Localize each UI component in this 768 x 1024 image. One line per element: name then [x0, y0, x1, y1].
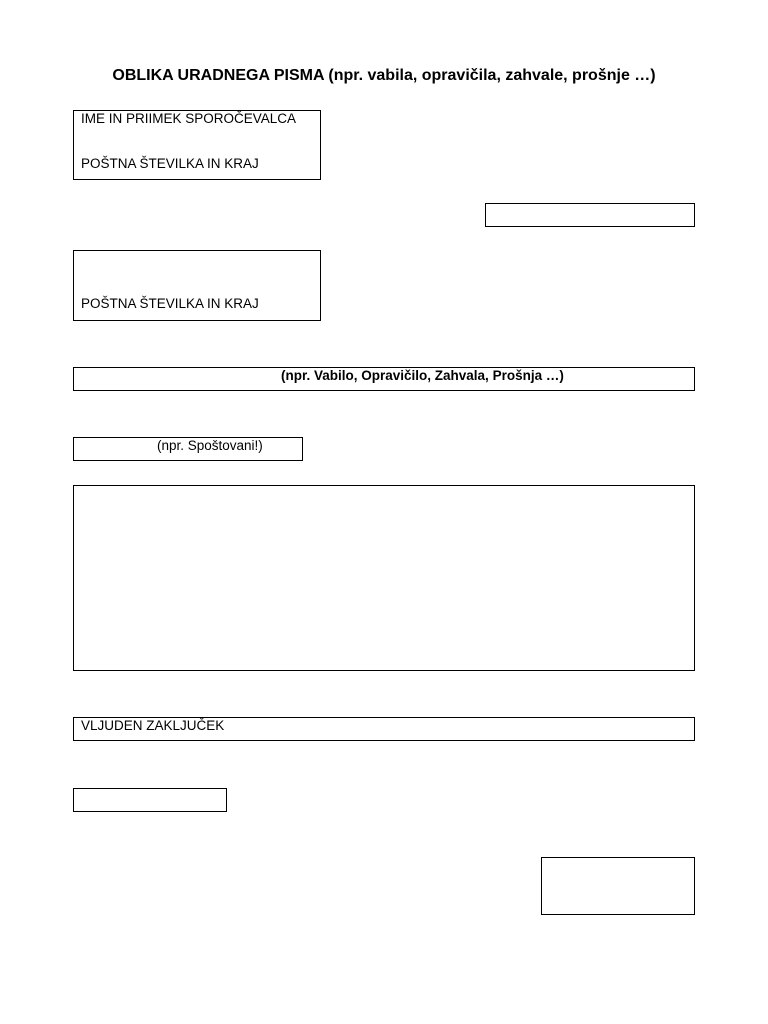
title-examples: (npr. vabila, opravičila, zahvale, prošnje …): [328, 67, 656, 84]
signature-box[interactable]: [541, 857, 695, 915]
subject-hint: (npr. Vabilo, Opravičilo, Zahvala, Prošnja …): [281, 368, 564, 383]
sender-box[interactable]: [73, 110, 321, 180]
salutation-hint: (npr. Spoštovani!): [157, 438, 263, 453]
closing-box[interactable]: [73, 717, 695, 741]
document-title: [0, 67, 768, 85]
subject-box[interactable]: [73, 367, 695, 391]
signoff-box[interactable]: [73, 788, 227, 812]
title-main: OBLIKA URADNEGA PISMA: [112, 67, 324, 84]
sender-name-label: IME IN PRIIMEK SPOROČEVALCA: [81, 111, 297, 126]
sender-postal-label: POŠTNA ŠTEVILKA IN KRAJ: [81, 156, 259, 171]
salutation-box[interactable]: [73, 437, 303, 461]
recipient-box[interactable]: [73, 250, 321, 321]
recipient-postal-label: POŠTNA ŠTEVILKA IN KRAJ: [81, 296, 259, 311]
closing-label: VLJUDEN ZAKLJUČEK: [81, 718, 225, 733]
date-box[interactable]: [485, 203, 695, 227]
letter-body-box[interactable]: [73, 485, 695, 671]
